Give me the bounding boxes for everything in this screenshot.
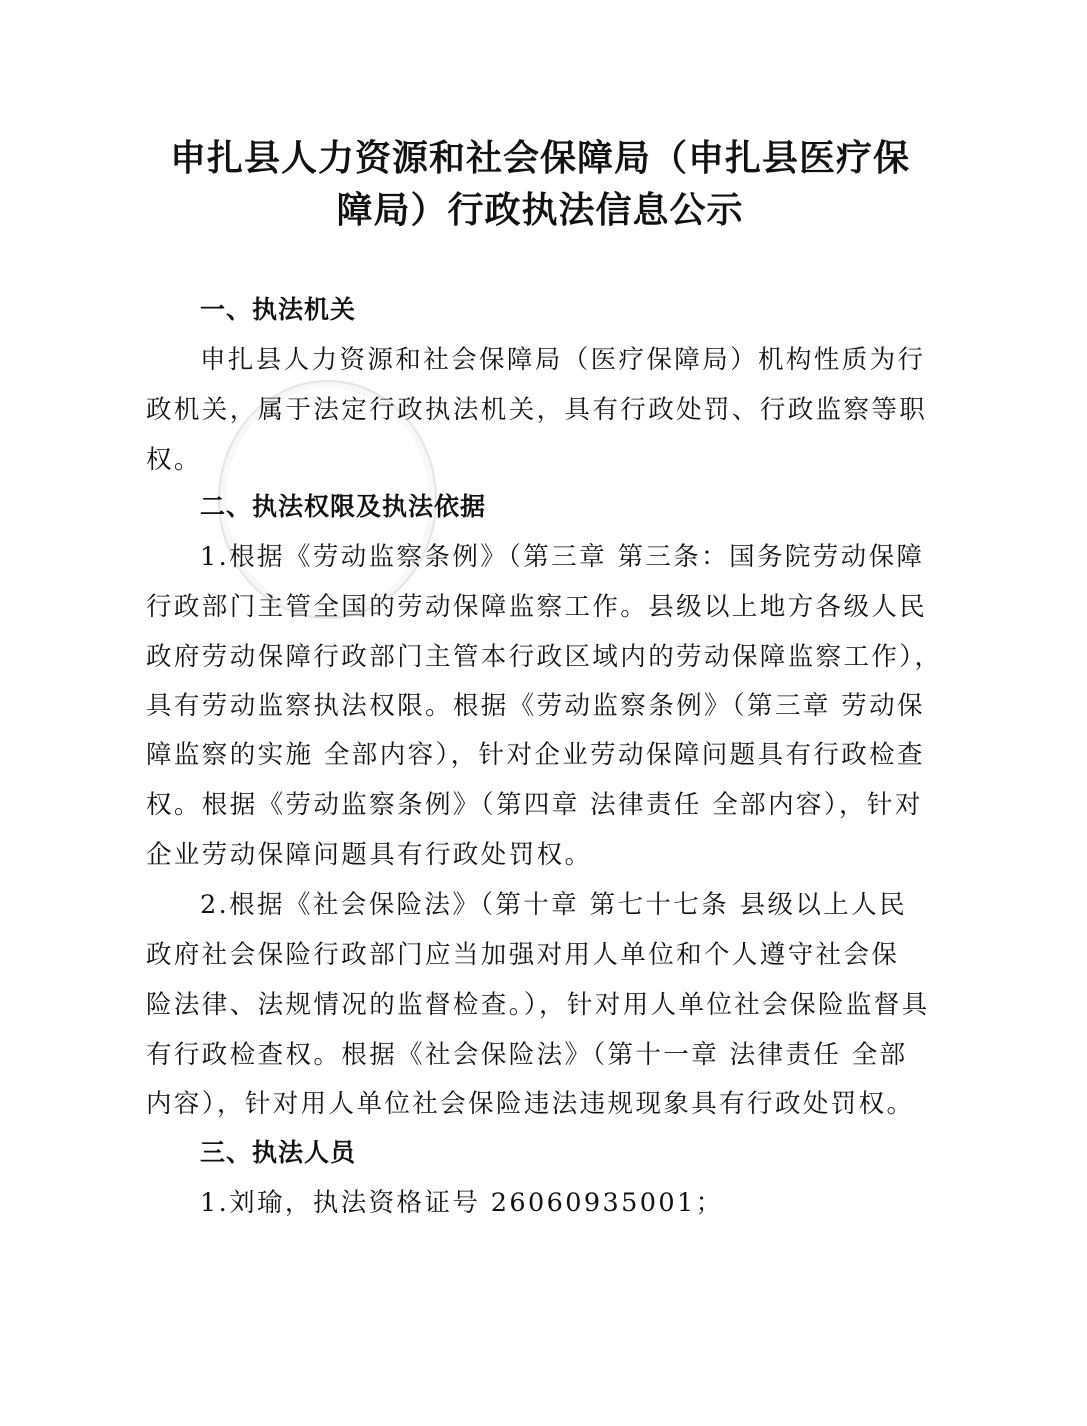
personnel-entry: 1.刘瑜，执法资格证号 26060935001；	[200, 1188, 724, 1218]
section-heading-authority-basis: 二、执法权限及执法依据	[200, 492, 487, 521]
section-heading-enforcement-personnel: 三、执法人员	[200, 1138, 357, 1167]
paragraph-line: 1.根据《劳动监察条例》（第三章 第三条：国务院劳动保障	[200, 542, 925, 572]
document-title-line-1: 申扎县人力资源和社会保障局（申扎县医疗保	[169, 137, 910, 179]
paragraph-line: 政府社会保险行政部门应当加强对用人单位和个人遵守社会保	[146, 940, 900, 970]
paragraph-line: 企业劳动保障问题具有行政处罚权。	[146, 840, 593, 870]
section-heading-enforcement-agency: 一、执法机关	[200, 295, 357, 324]
paragraph-line: 政机关，属于法定行政执法机关，具有行政处罚、行政监察等职	[146, 395, 928, 425]
paragraph-line: 申扎县人力资源和社会保障局（医疗保障局）机构性质为行	[200, 345, 926, 375]
document-title-line-2: 障局）行政执法信息公示	[336, 189, 744, 231]
paragraph-line: 有行政检查权。根据《社会保险法》（第十一章 法律责任 全部	[146, 1040, 908, 1070]
paragraph-line: 内容），针对用人单位社会保险违法违规现象具有行政处罚权。	[146, 1089, 915, 1119]
paragraph-line: 障监察的实施 全部内容），针对企业劳动保障问题具有行政检查	[146, 740, 925, 770]
paragraph-line: 险法律、法规情况的监督检查。），针对用人单位社会保险监督具	[146, 990, 930, 1020]
paragraph-line: 政府劳动保障行政部门主管本行政区域内的劳动保障监察工作），	[146, 642, 943, 672]
paragraph-line: 权。	[146, 445, 202, 475]
paragraph-line: 具有劳动监察执法权限。根据《劳动监察条例》（第三章 劳动保	[146, 691, 925, 721]
paragraph-line: 2.根据《社会保险法》（第十章 第七十七条 县级以上人民	[200, 890, 907, 920]
paragraph-line: 权。根据《劳动监察条例》（第四章 法律责任 全部内容），针对	[146, 790, 923, 820]
paragraph-line: 行政部门主管全国的劳动保障监察工作。县级以上地方各级人民	[146, 592, 928, 622]
